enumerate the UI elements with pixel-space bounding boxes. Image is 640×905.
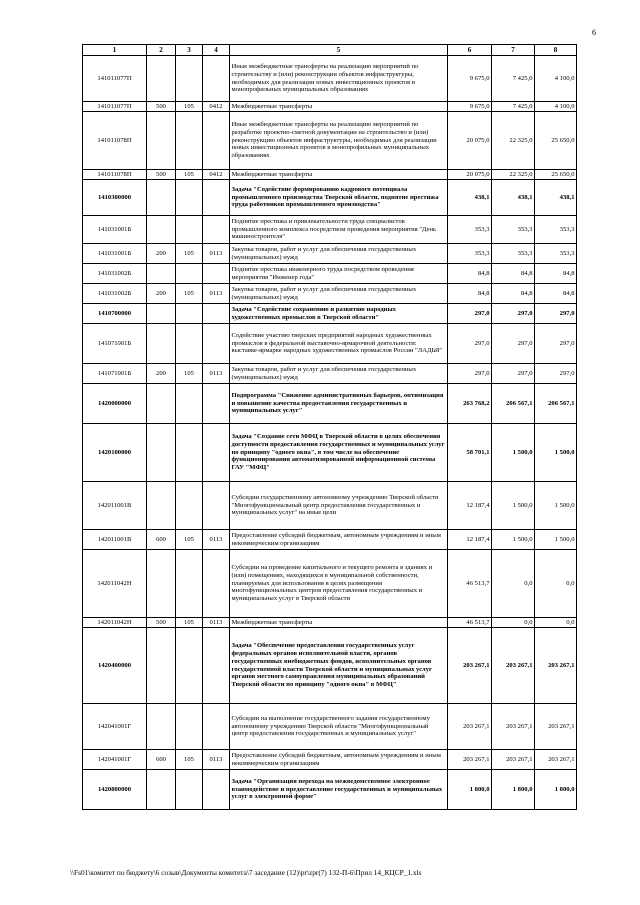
row-c2: 600 bbox=[147, 750, 176, 770]
row-value-1: 203 267,1 bbox=[448, 704, 492, 750]
row-c3 bbox=[176, 704, 203, 750]
table-row bbox=[83, 770, 577, 810]
row-value-1: 12 187,4 bbox=[448, 482, 492, 530]
row-c3 bbox=[176, 550, 203, 618]
row-code: 141031002Б bbox=[83, 264, 147, 284]
row-code: 1420400000 bbox=[83, 628, 147, 704]
row-code: 141011077П bbox=[83, 56, 147, 102]
row-code: 142041001Г bbox=[83, 750, 147, 770]
row-value-1: 263 768,2 bbox=[448, 384, 492, 424]
table-row bbox=[83, 284, 577, 304]
row-name: Задача "Обеспечение предоставления государственных услуг федеральных органов исполнительной власти, органов государственных внебюджетных фондов, исполнительных органов государственной власти Тверской области и муниципальных услуг органов местного самоуправления муниципальных образований Тверской области по принципу "одного окна" в МФЦ" bbox=[230, 628, 448, 704]
row-code: 1420000000 bbox=[83, 384, 147, 424]
row-c2 bbox=[147, 216, 176, 244]
row-c2 bbox=[147, 112, 176, 170]
row-c3 bbox=[176, 112, 203, 170]
row-c2: 200 bbox=[147, 284, 176, 304]
row-value-3: 203 267,1 bbox=[535, 628, 577, 704]
row-c4 bbox=[203, 628, 230, 704]
row-value-2: 22 325,0 bbox=[492, 112, 535, 170]
row-value-2: 297,0 bbox=[492, 304, 535, 324]
row-c4: 0113 bbox=[203, 750, 230, 770]
table-row bbox=[83, 482, 577, 530]
table-row bbox=[83, 180, 577, 216]
row-value-3: 297,0 bbox=[535, 324, 577, 364]
row-c3: 105 bbox=[176, 364, 203, 384]
row-value-3: 84,8 bbox=[535, 284, 577, 304]
row-c3: 105 bbox=[176, 530, 203, 550]
row-value-2: 0,0 bbox=[492, 550, 535, 618]
row-value-3: 84,8 bbox=[535, 264, 577, 284]
row-c2: 200 bbox=[147, 364, 176, 384]
row-value-3: 353,3 bbox=[535, 216, 577, 244]
row-c2 bbox=[147, 482, 176, 530]
table-row bbox=[83, 102, 577, 112]
row-c3: 105 bbox=[176, 750, 203, 770]
table-row bbox=[83, 618, 577, 628]
row-c2 bbox=[147, 424, 176, 482]
row-c3 bbox=[176, 384, 203, 424]
row-c2 bbox=[147, 180, 176, 216]
row-value-1: 46 513,7 bbox=[448, 550, 492, 618]
row-c4: 0113 bbox=[203, 364, 230, 384]
row-c4 bbox=[203, 482, 230, 530]
row-c4: 0113 bbox=[203, 530, 230, 550]
row-c4 bbox=[203, 264, 230, 284]
row-value-2: 353,3 bbox=[492, 244, 535, 264]
table-row bbox=[83, 304, 577, 324]
row-code: 1420100000 bbox=[83, 424, 147, 482]
row-c4 bbox=[203, 550, 230, 618]
row-name: Субсидии на проведение капитального и текущего ремонта в зданиях и (или) помещениях, находящихся в муниципальной собственности, планируемых для использования в целях размещения многофункциональных центров предоставления государственных и муниципальных услуг в Тверской области bbox=[230, 550, 448, 618]
row-c2 bbox=[147, 704, 176, 750]
row-name: Субсидии государственному автономному учреждению Тверской области "Многофункциональный центр предоставления государственных и муниципальных услуг" на иные цели bbox=[230, 482, 448, 530]
row-value-2: 1 800,0 bbox=[492, 770, 535, 810]
row-value-1: 84,8 bbox=[448, 284, 492, 304]
row-c4: 0412 bbox=[203, 102, 230, 112]
row-c2 bbox=[147, 324, 176, 364]
row-c3: 105 bbox=[176, 284, 203, 304]
row-c4: 0412 bbox=[203, 170, 230, 180]
row-name: Субсидии на выполнение государственного задания государственному автономному учреждению Тверской области "Многофункциональный центр предоставления государственных и муниципальных услуг" bbox=[230, 704, 448, 750]
row-value-2: 7 425,0 bbox=[492, 56, 535, 102]
row-value-3: 25 650,0 bbox=[535, 170, 577, 180]
table-row bbox=[83, 628, 577, 704]
row-value-1: 20 075,0 bbox=[448, 112, 492, 170]
row-c3: 105 bbox=[176, 102, 203, 112]
column-header: 2 bbox=[147, 45, 176, 56]
row-c4 bbox=[203, 216, 230, 244]
row-value-1: 1 800,0 bbox=[448, 770, 492, 810]
row-code: 1420800000 bbox=[83, 770, 147, 810]
table-row bbox=[83, 364, 577, 384]
row-code: 141031001Б bbox=[83, 216, 147, 244]
row-value-3: 353,3 bbox=[535, 244, 577, 264]
table-row bbox=[83, 56, 577, 102]
row-value-2: 353,3 bbox=[492, 216, 535, 244]
row-value-1: 203 267,1 bbox=[448, 628, 492, 704]
row-c3 bbox=[176, 304, 203, 324]
row-value-1: 353,3 bbox=[448, 216, 492, 244]
row-code: 142011001В bbox=[83, 482, 147, 530]
row-c4 bbox=[203, 424, 230, 482]
row-value-2: 297,0 bbox=[492, 324, 535, 364]
row-code: 142041001Г bbox=[83, 704, 147, 750]
row-value-3: 297,0 bbox=[535, 304, 577, 324]
row-name: Иные межбюджетные трансферты на реализацию мероприятий по строительству и (или) реконструкции объектов инфраструктуры, необходимых для реализации новых инвестиционных проектов в монопрофильных муниципальных образованиях bbox=[230, 56, 448, 102]
row-value-1: 58 701,1 bbox=[448, 424, 492, 482]
row-code: 141071001Б bbox=[83, 364, 147, 384]
row-code: 141071001Б bbox=[83, 324, 147, 364]
row-value-3: 1 500,0 bbox=[535, 482, 577, 530]
table-row bbox=[83, 750, 577, 770]
row-value-1: 46 513,7 bbox=[448, 618, 492, 628]
column-header: 4 bbox=[203, 45, 230, 56]
row-c2: 500 bbox=[147, 618, 176, 628]
row-name: Закупка товаров, работ и услуг для обеспечения государственных (муниципальных) нужд bbox=[230, 244, 448, 264]
row-value-1: 9 675,0 bbox=[448, 56, 492, 102]
row-c3: 105 bbox=[176, 618, 203, 628]
row-value-3: 1 500,0 bbox=[535, 530, 577, 550]
row-name: Задача "Организация перехода на межведомственное электронное взаимодействие и предоставление государственных и муниципальных услуг в электронной форме" bbox=[230, 770, 448, 810]
row-c3 bbox=[176, 56, 203, 102]
row-value-1: 12 187,4 bbox=[448, 530, 492, 550]
row-value-2: 1 500,0 bbox=[492, 424, 535, 482]
row-c4 bbox=[203, 304, 230, 324]
row-c3 bbox=[176, 482, 203, 530]
row-value-2: 1 500,0 bbox=[492, 482, 535, 530]
table-row bbox=[83, 264, 577, 284]
row-value-2: 206 567,1 bbox=[492, 384, 535, 424]
row-name: Межбюджетные трансферты bbox=[230, 170, 448, 180]
row-c2 bbox=[147, 550, 176, 618]
table-row bbox=[83, 550, 577, 618]
column-header: 6 bbox=[448, 45, 492, 56]
row-c2 bbox=[147, 628, 176, 704]
row-value-2: 0,0 bbox=[492, 618, 535, 628]
row-name: Закупка товаров, работ и услуг для обеспечения государственных (муниципальных) нужд bbox=[230, 364, 448, 384]
row-c3 bbox=[176, 264, 203, 284]
row-code: 142011001В bbox=[83, 530, 147, 550]
row-name: Иные межбюджетные трансферты на реализацию мероприятий по разработке проектно-сметной документации на строительство и (или) реконструкцию объектов инфраструктуры, необходимых для реализации новых инвестиционных проектов в монопрофильных муниципальных образованиях bbox=[230, 112, 448, 170]
row-c4 bbox=[203, 112, 230, 170]
column-header: 8 bbox=[535, 45, 577, 56]
row-c3 bbox=[176, 770, 203, 810]
row-c3 bbox=[176, 180, 203, 216]
row-value-3: 4 100,0 bbox=[535, 102, 577, 112]
column-header: 1 bbox=[83, 45, 147, 56]
row-c3 bbox=[176, 216, 203, 244]
row-value-3: 297,0 bbox=[535, 364, 577, 384]
row-value-2: 203 267,1 bbox=[492, 628, 535, 704]
row-c4 bbox=[203, 770, 230, 810]
row-name: Подпрограмма "Снижение административных барьеров, оптимизация и повышение качества предоставления государственных и муниципальных услуг" bbox=[230, 384, 448, 424]
row-c2 bbox=[147, 384, 176, 424]
row-value-3: 438,1 bbox=[535, 180, 577, 216]
row-c2: 500 bbox=[147, 170, 176, 180]
row-c2: 600 bbox=[147, 530, 176, 550]
row-value-2: 84,8 bbox=[492, 284, 535, 304]
row-c2 bbox=[147, 56, 176, 102]
column-header: 3 bbox=[176, 45, 203, 56]
row-code: 1410700000 bbox=[83, 304, 147, 324]
row-name: Содействие участию тверских предприятий народных художественных промыслов в федеральной выставочно-ярмарочной деятельности: выставке-ярмарке народных художественных промыслов России "ЛАДЬЯ" bbox=[230, 324, 448, 364]
row-value-3: 4 100,0 bbox=[535, 56, 577, 102]
row-value-1: 297,0 bbox=[448, 364, 492, 384]
row-value-1: 84,8 bbox=[448, 264, 492, 284]
header-row bbox=[83, 45, 577, 56]
table-row bbox=[83, 216, 577, 244]
row-c4 bbox=[203, 324, 230, 364]
row-value-3: 203 267,1 bbox=[535, 704, 577, 750]
row-value-3: 0,0 bbox=[535, 550, 577, 618]
table-row bbox=[83, 424, 577, 482]
table-row bbox=[83, 704, 577, 750]
row-c4 bbox=[203, 180, 230, 216]
table-row bbox=[83, 384, 577, 424]
row-c2: 500 bbox=[147, 102, 176, 112]
column-header: 7 bbox=[492, 45, 535, 56]
row-value-1: 297,0 bbox=[448, 324, 492, 364]
row-c4 bbox=[203, 56, 230, 102]
row-code: 141011077П bbox=[83, 102, 147, 112]
row-c2 bbox=[147, 770, 176, 810]
row-name: Поднятие престижа и привлекательности труда специалистов промышленного комплекса посредством проведения мероприятия "День машиностроителя" bbox=[230, 216, 448, 244]
row-c3 bbox=[176, 628, 203, 704]
row-value-3: 25 650,0 bbox=[535, 112, 577, 170]
row-value-3: 0,0 bbox=[535, 618, 577, 628]
row-value-2: 203 267,1 bbox=[492, 750, 535, 770]
row-value-2: 22 325,0 bbox=[492, 170, 535, 180]
row-value-3: 203 267,1 bbox=[535, 750, 577, 770]
row-code: 141011078П bbox=[83, 170, 147, 180]
row-value-2: 7 425,0 bbox=[492, 102, 535, 112]
row-value-1: 9 675,0 bbox=[448, 102, 492, 112]
page-number: 6 bbox=[592, 28, 596, 37]
row-name: Предоставление субсидий бюджетным, автономным учреждениям и иным некоммерческим организациям bbox=[230, 530, 448, 550]
row-value-3: 206 567,1 bbox=[535, 384, 577, 424]
table-row bbox=[83, 244, 577, 264]
row-code: 141011078П bbox=[83, 112, 147, 170]
row-value-2: 1 500,0 bbox=[492, 530, 535, 550]
table-row bbox=[83, 112, 577, 170]
row-c2 bbox=[147, 264, 176, 284]
row-name: Предоставление субсидий бюджетным, автономным учреждениям и иным некоммерческим организациям bbox=[230, 750, 448, 770]
row-code: 1410300000 bbox=[83, 180, 147, 216]
row-value-1: 438,1 bbox=[448, 180, 492, 216]
row-name: Задача "Содействие сохранению и развитию народных художественных промыслов в Тверской области" bbox=[230, 304, 448, 324]
row-c4: 0113 bbox=[203, 244, 230, 264]
row-c4: 0113 bbox=[203, 284, 230, 304]
row-c3: 105 bbox=[176, 170, 203, 180]
row-c4: 0113 bbox=[203, 618, 230, 628]
row-value-1: 353,3 bbox=[448, 244, 492, 264]
row-c2: 200 bbox=[147, 244, 176, 264]
row-c3 bbox=[176, 424, 203, 482]
row-code: 141031002Б bbox=[83, 284, 147, 304]
row-name: Закупка товаров, работ и услуг для обеспечения государственных (муниципальных) нужд bbox=[230, 284, 448, 304]
row-c2 bbox=[147, 304, 176, 324]
row-name: Межбюджетные трансферты bbox=[230, 618, 448, 628]
row-value-3: 1 500,0 bbox=[535, 424, 577, 482]
row-value-3: 1 800,0 bbox=[535, 770, 577, 810]
row-c4 bbox=[203, 704, 230, 750]
row-name: Задача "Создание сети МФЦ в Тверской области в целях обеспечения доступности предоставления государственных и муниципальных услуг по принципу "одного окна", в том числе на обеспечение функционирования автоматизированной информационной системы ГАУ "МФЦ" bbox=[230, 424, 448, 482]
row-value-2: 297,0 bbox=[492, 364, 535, 384]
row-code: 141031001Б bbox=[83, 244, 147, 264]
table-row bbox=[83, 170, 577, 180]
row-value-1: 203 267,1 bbox=[448, 750, 492, 770]
row-name: Межбюджетные трансферты bbox=[230, 102, 448, 112]
file-path-footer: \\Fs01\комитет по бюджету\6 созыв\Документы комитета\7 заседание (12)\pr\zpr(7) 132-П-6\Прил 14_КЦСР_1.xls bbox=[70, 868, 422, 877]
row-value-2: 203 267,1 bbox=[492, 704, 535, 750]
row-value-2: 84,8 bbox=[492, 264, 535, 284]
row-name: Задача "Содействие формированию кадрового потенциала промышленного производства Тверской области, поднятие престижа труда работников промышленного производства" bbox=[230, 180, 448, 216]
table-row bbox=[83, 530, 577, 550]
row-value-1: 297,0 bbox=[448, 304, 492, 324]
row-code: 142011042Н bbox=[83, 550, 147, 618]
row-c4 bbox=[203, 384, 230, 424]
row-c3 bbox=[176, 324, 203, 364]
row-value-1: 20 075,0 bbox=[448, 170, 492, 180]
row-c3: 105 bbox=[176, 244, 203, 264]
column-header: 5 bbox=[230, 45, 448, 56]
row-code: 142011042Н bbox=[83, 618, 147, 628]
row-value-2: 438,1 bbox=[492, 180, 535, 216]
budget-table bbox=[82, 44, 577, 810]
row-name: Поднятие престижа инженерного труда посредством проведения мероприятия "Инженер года" bbox=[230, 264, 448, 284]
table-row bbox=[83, 324, 577, 364]
